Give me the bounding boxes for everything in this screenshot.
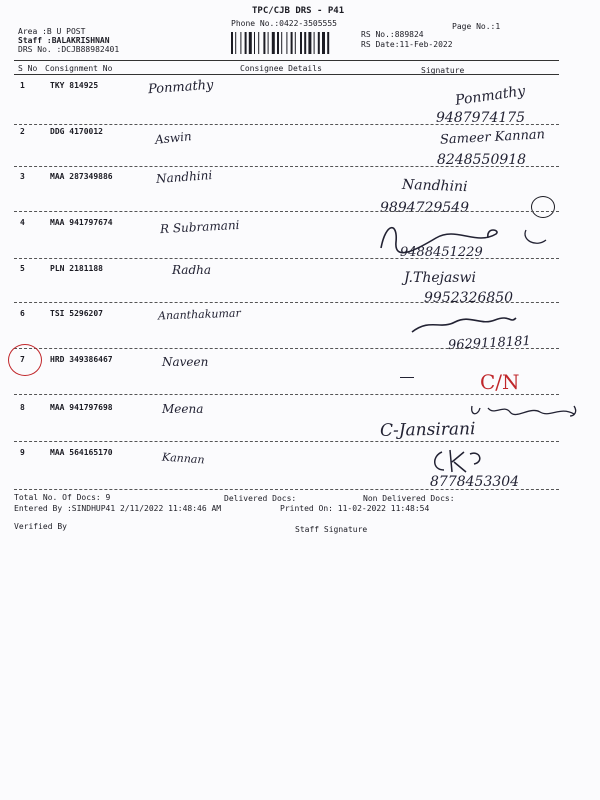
row-8-signature: C-Jansirani [379, 419, 476, 441]
col-signature: Signature [421, 66, 465, 75]
row-7-divider [14, 394, 559, 395]
barcode-bar [291, 32, 293, 54]
row-4-sno: 4 [20, 218, 25, 227]
row-1-phone: 9487974175 [436, 110, 526, 126]
row-4-phone: 9488451229 [400, 245, 483, 260]
barcode-bar [240, 32, 241, 54]
col-consignee: Consignee Details [240, 64, 322, 73]
row-6-sno: 6 [20, 309, 25, 318]
barcode-bar [263, 32, 265, 54]
row-7-sno: 7 [20, 355, 25, 364]
row-5-consignment: PLN 2181188 [50, 264, 103, 273]
barcode-bar [268, 32, 269, 54]
row-9-divider [14, 489, 559, 490]
barcode [229, 32, 353, 54]
row-9-sno: 9 [20, 448, 25, 457]
barcode-bar [249, 32, 252, 54]
barcode-bar [300, 32, 302, 54]
row-8-signature-script [470, 402, 580, 424]
row-8-consignee: Meena [162, 402, 204, 416]
entered-by: Entered By :SINDHUP41 2/11/2022 11:48:46 AM [14, 504, 222, 513]
barcode-bar [272, 32, 275, 54]
row-1-consignee: Ponmathy [147, 77, 214, 98]
row-3-consignment: MAA 287349886 [50, 172, 113, 181]
barcode-bar [281, 32, 282, 54]
printed-on: Printed On: 11-02-2022 11:48:54 [280, 504, 430, 513]
row-5-divider [14, 302, 559, 303]
row-4-divider [14, 258, 559, 259]
row-5-sno: 5 [20, 264, 25, 273]
row-3-consignee: Nandhini [155, 168, 213, 186]
barcode-bar [304, 32, 306, 54]
row-7-consignment: HRD 349386467 [50, 355, 113, 364]
row-3-sno: 3 [20, 172, 25, 181]
row-6-consignment: TSI 5296207 [50, 309, 103, 318]
barcode-bar [308, 32, 311, 54]
row-6-phone: 9629118181 [447, 333, 532, 354]
barcode-bar [286, 32, 287, 54]
row-2-sno: 2 [20, 127, 25, 136]
row-6-consignee: Ananthakumar [157, 306, 241, 323]
row-5-signature: J.Thejaswi [404, 270, 476, 286]
page-number: Page No.:1 [452, 22, 501, 31]
phone-number: Phone No.:0422-3505555 [231, 19, 337, 28]
drs-number: DRS No. :DCJB88982401 [18, 45, 120, 54]
row-3-divider [14, 211, 559, 212]
row-4-consignment: MAA 941797674 [50, 218, 113, 227]
barcode-bar [231, 32, 233, 54]
row-3-phone: 9894729549 [380, 200, 470, 216]
barcode-bar [314, 32, 315, 54]
row-8-consignment: MAA 941797698 [50, 403, 113, 412]
col-consignment: Consignment No [45, 64, 113, 73]
barcode-bar [245, 32, 247, 54]
row-2-consignee: Aswin [154, 129, 193, 147]
barcode-bar [258, 32, 259, 54]
row-6-divider [14, 348, 559, 349]
row-2-phone: 8248550918 [437, 152, 527, 168]
row-8-sno: 8 [20, 403, 25, 412]
header-rule-bottom [14, 74, 559, 75]
row-7-red-circle [8, 344, 42, 376]
header-rule-top [14, 60, 559, 61]
row-1-divider [14, 124, 559, 125]
row-2-signature: Sameer Kannan [439, 127, 546, 148]
barcode-bar [318, 32, 320, 54]
barcode-bar [295, 32, 296, 54]
non-delivered-docs: Non Delivered Docs: [363, 494, 455, 503]
row-4-consignee: R Subramani [159, 217, 240, 237]
col-sno: S No [18, 64, 38, 73]
barcode-bar [254, 32, 255, 54]
verified-by: Verified By [14, 522, 67, 531]
barcode-bar [277, 32, 279, 54]
staff-signature: Staff Signature [295, 525, 368, 534]
row-7-consignee: Naveen [162, 355, 209, 369]
row-3-signature: Nandhini [401, 176, 468, 196]
row-5-phone: 9952326850 [424, 290, 514, 306]
row-7-cn-mark: C/N [480, 370, 520, 394]
staff-label: Staff :BALAKRISHNAN [18, 36, 110, 45]
rs-number: RS No.:889824 [361, 30, 424, 39]
barcode-bar [235, 32, 236, 54]
row-2-divider [14, 166, 559, 167]
doc-title: TPC/CJB DRS - P41 [252, 6, 345, 16]
row-9-phone: 8778453304 [430, 474, 520, 490]
row-5-consignee: Radha [172, 263, 212, 277]
area-label: Area :B U POST [18, 27, 86, 36]
row-1-signature: Ponmathy [454, 83, 527, 109]
delivered-docs: Delivered Docs: [224, 494, 297, 503]
circled-s-mark [531, 196, 555, 218]
row-8-divider [14, 441, 559, 442]
total-docs: Total No. Of Docs: 9 [14, 493, 111, 502]
row-1-sno: 1 [20, 81, 25, 90]
barcode-bar [322, 32, 325, 54]
row-9-consignee: Kannan [161, 450, 205, 467]
row-1-consignment: TKY 814925 [50, 81, 99, 90]
row-2-consignment: DDG 4170012 [50, 127, 103, 136]
rs-date: RS Date:11-Feb-2022 [361, 40, 453, 49]
row-9-consignment: MAA 564165170 [50, 448, 113, 457]
row-7-dash-mark [400, 377, 414, 378]
barcode-bar [327, 32, 329, 54]
